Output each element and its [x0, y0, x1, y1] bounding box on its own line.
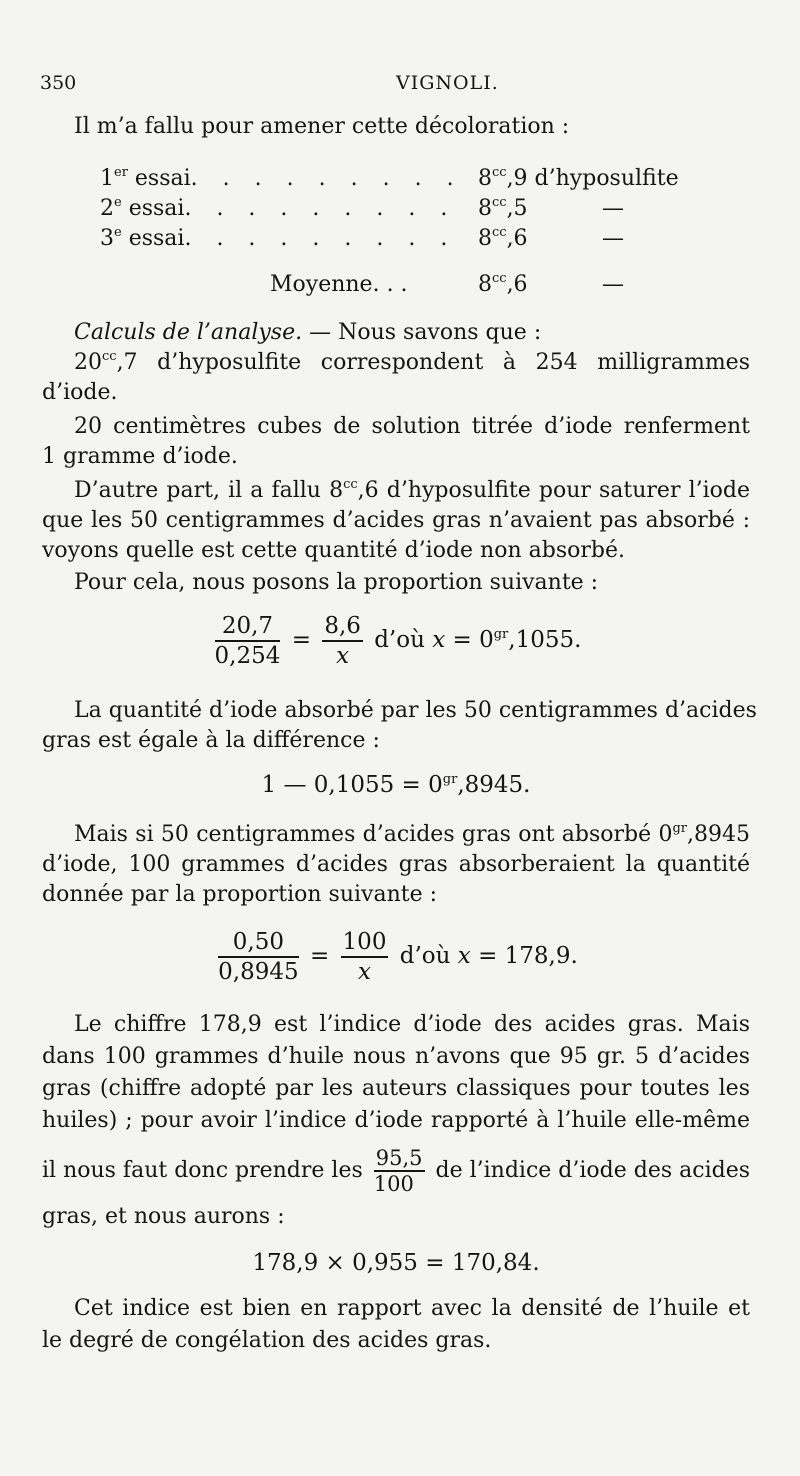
para8-line3: gras (chiffre adopté par les auteurs classiques pour toutes les: [42, 1076, 750, 1101]
eq3-num1: 0,50: [218, 928, 298, 958]
essai-3-label: 3e essai. . . . . . . . .: [100, 225, 457, 251]
para4-line3: voyons quelle est cette quantité d’iode non absorbé.: [42, 538, 625, 563]
equation-3: $\frac{0,50}{0,8945}$ = $\frac{100}{x}$ d’où x = 178,9.: [218, 929, 578, 985]
equation-2: 1 — $0,1055 = 0^{gr},8945$.: [261, 772, 531, 798]
essai-1-label: 1er essai. . . . . . . . .: [100, 165, 463, 191]
para2-line1: $20^{cc},7$ d’hyposulfite correspondent à 254 milligrammes: [74, 349, 750, 375]
para6-line2: gras est égale à la différence :: [42, 728, 380, 753]
eq1-num1: 20,7: [215, 612, 281, 642]
para7-line2: d’iode, 100 grammes d’acides gras absorberaient la quantité: [42, 852, 750, 877]
essai-3-value: $8^{cc},6$: [478, 225, 528, 251]
essai-2-value: $8^{cc},5$: [478, 195, 528, 221]
running-title: VIGNOLI.: [396, 72, 499, 94]
para8-line6: gras, et nous aurons :: [42, 1204, 285, 1229]
equation-4: 178,9 × 0,955 = 170,84.: [252, 1250, 540, 1276]
para8-line4: huiles) ; pour avoir l’indice d’iode rapporté à l’huile elle-même: [42, 1108, 750, 1133]
intro-line: Il m’a fallu pour amener cette décoloration :: [74, 114, 570, 139]
essai-3-ditto: —: [602, 226, 624, 251]
calculs-heading: Calculs de l’analyse. — Nous savons que :: [74, 320, 542, 345]
para4-line1: D’autre part, il a fallu $8^{cc},6$ d’hyposulfite pour saturer l’iode: [74, 477, 750, 503]
equation-1: $\frac{20,7}{0,254}$ = $\frac{8,6}{x}$ d’où $x = 0^{gr},1055$.: [214, 613, 582, 669]
para3-line1: 20 centimètres cubes de solution titrée d’iode renferment: [74, 414, 750, 439]
para5-line: Pour cela, nous posons la proportion suivante :: [74, 570, 599, 595]
moyenne-value: $8^{cc},6$: [478, 271, 528, 297]
page-header: [40, 72, 760, 102]
para8-line5: il nous faut donc prendre les $\frac{95,5}{100}$ de l’indice d’iode des acides: [42, 1146, 750, 1196]
eq1-num2: 8,6: [322, 612, 363, 642]
p8-frac-num: 95,5: [375, 1146, 423, 1170]
essai-1-value: $8^{cc},9$ d’hyposulfite: [478, 165, 679, 191]
para7-line1: Mais si 50 centigrammes d’acides gras ont absorbé $0^{gr},8945$: [74, 821, 750, 847]
para2-line2: d’iode.: [42, 380, 118, 405]
para8-line1: Le chiffre 178,9 est l’indice d’iode des acides gras. Mais: [74, 1012, 750, 1037]
moyenne-label: Moyenne. . .: [270, 272, 408, 297]
essai-2-ditto: —: [602, 196, 624, 221]
para9-line2: le degré de congélation des acides gras.: [42, 1328, 492, 1353]
eq3-den1: 0,8945: [218, 959, 299, 985]
para9-line1: Cet indice est bien en rapport avec la densité de l’huile et: [74, 1296, 750, 1321]
p8-frac-den: 100: [373, 1172, 414, 1196]
para3-line2: 1 gramme d’iode.: [42, 444, 238, 469]
eq3-den2: x: [358, 959, 371, 985]
para7-line3: donnée par la proportion suivante :: [42, 882, 438, 907]
essai-2-label: 2e essai. . . . . . . . .: [100, 195, 457, 221]
eq1-den1: 0,254: [214, 643, 281, 669]
eq1-den2: x: [336, 643, 350, 669]
eq3-num2: 100: [341, 928, 389, 958]
para6-line1: La quantité d’iode absorbé par les 50 centigrammes d’acides: [74, 698, 757, 723]
para4-line2: que les 50 centigrammes d’acides gras n’avaient pas absorbé :: [42, 508, 750, 533]
para8-line2: dans 100 grammes d’huile nous n’avons que 95 gr. 5 d’acides: [42, 1044, 750, 1069]
page-number: 350: [40, 72, 77, 94]
moyenne-ditto: —: [602, 272, 624, 297]
